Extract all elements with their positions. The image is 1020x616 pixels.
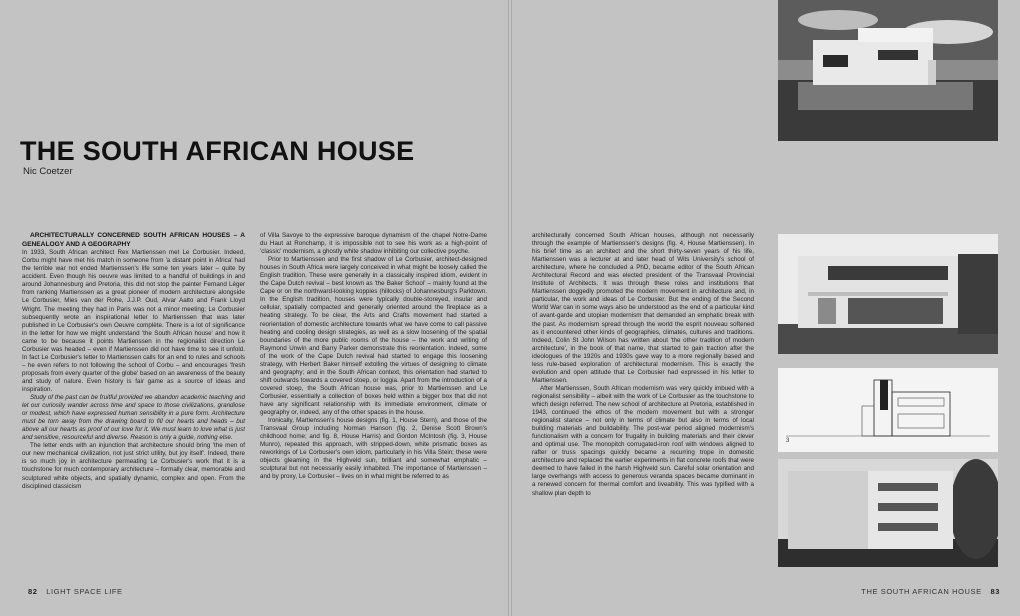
left-column-2 bbox=[260, 232, 487, 584]
article-title: THE SOUTH AFRICAN HOUSE bbox=[20, 136, 415, 166]
running-footer: LIGHT SPACE LIFE bbox=[46, 587, 123, 596]
block-quote: Study of the past can be fruitful provided we abandon academic teaching and let our curiosity wander across time and space to those civilizations, grandiose or modest, which have expressed human sensibility in a pure form. Architecture must be torn away from the drawing board to fill our hearts and heads – but above all our hearts as proof of our love for it. We must learn to love what is just and sensitive, resourceful and diverse. Reason is only a guide, nothing else. bbox=[22, 394, 245, 442]
left-column-1 bbox=[22, 232, 245, 584]
folio-right bbox=[861, 587, 1006, 596]
page-number: 82 bbox=[28, 587, 38, 596]
section-heading: ARCHITECTURALLY CONCERNED SOUTH AFRICAN HOUSES – A GENEALOGY AND A GEOGRAPHY bbox=[22, 232, 245, 248]
right-page bbox=[512, 0, 1020, 616]
paragraph: Prior to Martienssen and the first shadow of Le Corbusier, architect-designed houses in South Africa were largely conceived in what might be loosely called the English tradition. These were generally in a classically inspired idiom, evident in the Cape Dutch revival – best known as 'the Baker School' – mainly found at the Cape or on the northward-looking koppies (hillocks) of Johannesburg's Parktown. In the English tradition, houses were typically double-storeyed, insular and cellular, spatially compacted and generally oriented around the fireplace as a heating strategy. To be clear, the Arts and Crafts movement had started a reorientation of domestic architecture towards what we have come to call passive heating and cooling design strategies, as well as a slow loosening of the spatial boundaries of the more public rooms of the house – the work and writing of Raymond Unwin and Barry Parker demonstrate this reorientation. Indeed, some of the work of the Cape Dutch revival had started to engage this loosening strategy, with Herbert Baker himself extolling the virtues of designing to climate and geography; and in the South African context, this orientation had started to shift outwards towards a covered stoep, or loggia. Apart from the introduction of a covered stoep, the South African house was, prior to Martienssen and Le Corbusier, essentially a collection of boxes held within a bigger box that did not have any significant relationship with its immediate environment, climate or geography or, indeed, any of the other spaces in the house. bbox=[260, 256, 487, 417]
paragraph: of Villa Savoye to the expressive baroque dynamism of the chapel Notre-Dame du Haut at Ronchamp, it is impossible not to see his work as a high-point of 'classic' modernism, a ghostly white shadow inhibiting our collective psyche. bbox=[260, 232, 487, 256]
figure-label: 3 bbox=[786, 438, 790, 444]
house-photo-2-icon bbox=[778, 234, 998, 354]
photo-house-on-rock-base bbox=[778, 0, 998, 141]
paragraph: After Martienssen, South African modernism was very quickly imbued with a regionalist sensibility – albeit with the work of Le Corbusier as the touchstone to which design referred. The new school of architecture at Pretoria, established in 1943, continued the ethos of the modern movement but with a stronger regionalist stance – not only in terms of climate but also in terms of local building materials and buildability. The post-war period aligned modernism's functionalism with a concern for frugality in building materials and their clever and optimal use. The monopitch corrugated-iron roof with windows aligned to rafter or truss spacings quickly became a recurring trope in domestic architecture and replaced the earlier experiments in flat concrete roofs that were deemed to have failed in the harsh Highveld sun. Careful solar orientation and large overhangs with access to generous veranda spaces became dominant in a renewed concern for thermal comfort and liveability. This was typified with a shallow plan depth to bbox=[532, 384, 754, 497]
house-photo-4-icon bbox=[778, 459, 998, 567]
photo-house-with-trees bbox=[778, 459, 998, 567]
paragraph: Ironically, Martienssen's house designs (fig. 1, House Stern), and those of the Transvaal Group including Norman Hanson (fig. 2, Denise Scott Brown's childhood home; and fig. 8, House Harris) and Gordon McIntosh (fig. 3, House Munro), repeated this approach, with stripped-down, white prismatic boxes as reworkings of Le Corbusier's own idiom, particularly in his Villa Stein; these were objects gleaming in the Highveld sun, brilliant and somewhat emphatic – sculptural but not necessarily easily inhabited. The importance of Martienssen – and by proxy, Le Corbusier – lives on in what might be referred to as bbox=[260, 417, 487, 481]
paragraph: architecturally concerned South African houses, although not necessarily through the example of Martienssen's designs (fig. 4, House Martienssen). In his brief time as an architect and the short thirty-seven years of his life, Martienssen was a lecturer at and later head of Wits University's school of architecture, where he concluded a PhD, became editor of the South African Architectural Record and was elected president of the Transvaal Provincial Institute of Architects. It was through these roles and institutions that Martienssen doggedly promoted the modern movement in architecture and, in particular, the work and ideas of Le Corbusier. But the ending of the Second World War can in some ways also be understood as the end of a particular kind of avant-garde and utopian modernism that demanded an emphatic break with the past. As modernism spread through the world the esprit nouveau softened as it encountered other kinds of geographies, climates, cultures and traditions. Indeed, Colin St John Wilson has written about 'the other tradition of modern architecture', in the book of that name, that started to gain traction after the ideologues of the 1920s and 1930s gave way to a more regionally based and less rule-based exploration of architectural modernism. This is exactly the evolution and open attitude that Le Corbusier had expressed in his letter to Martienssen. bbox=[532, 232, 754, 384]
elevation-drawing bbox=[778, 368, 998, 452]
running-footer: THE SOUTH AFRICAN HOUSE bbox=[861, 587, 982, 596]
page-number: 83 bbox=[990, 587, 1000, 596]
right-column-1 bbox=[532, 232, 754, 572]
house-photo-1-icon bbox=[778, 0, 998, 141]
elevation-drawing-icon bbox=[778, 368, 998, 452]
folio-left bbox=[22, 587, 123, 596]
paragraph: The letter ends with an injunction that architecture should bring 'the men of our new mechanical civilization, not just strict utility, but joy itself'. Indeed, there is so much joy in architecture permeating Le Corbusier's work that it is a touchstone for much contemporary architecture – formally clear, memorable and sculptured white objects, and spatially dynamic, complex and open. From the disciplined classicism bbox=[22, 442, 245, 490]
left-page bbox=[0, 0, 508, 616]
article-author: Nic Coetzer bbox=[23, 166, 73, 177]
photo-house-two-storey bbox=[778, 234, 998, 354]
paragraph: In 1933, South African architect Rex Martienssen met Le Corbusier. Indeed, Corbu might have met his match in someone from 'a distant point in Africa' had the terrible war not ended Martienssen's life some ten years later – quite by accident. Even though his oeuvre was limited to a handful of buildings in and around Johannesburg and Pretoria, this did not stop the painter Fernand Léger from ranking Martienssen as a great pioneer of modern architecture alongside Le Corbusier, Mies van der Rohe, J.J.P. Oud, Alvar Aalto and Frank Lloyd Wright. The meeting they had in Paris was not a minor meeting; Le Corbusier subsequently wrote an inspirational letter to Martienssen that was later published in Le Corbusier's own Oeuvre complète. There is a lot of significance in the letter for how we might understand 'the South African house' and how it came to be because it points Martienssen in the regionalist direction Le Corbusier was headed – even if Martienssen did not have time to see it unfold. In fact Le Corbusier's letter to Martienssen calls for an end to rules and schools – he even refers to not following the school of Corbu – and encourages 'fresh proposals from every quarter of the globe' based on an awareness of the beauty and study of nature. Even history is fair game as a source of ideas and inspiration. bbox=[22, 249, 245, 393]
